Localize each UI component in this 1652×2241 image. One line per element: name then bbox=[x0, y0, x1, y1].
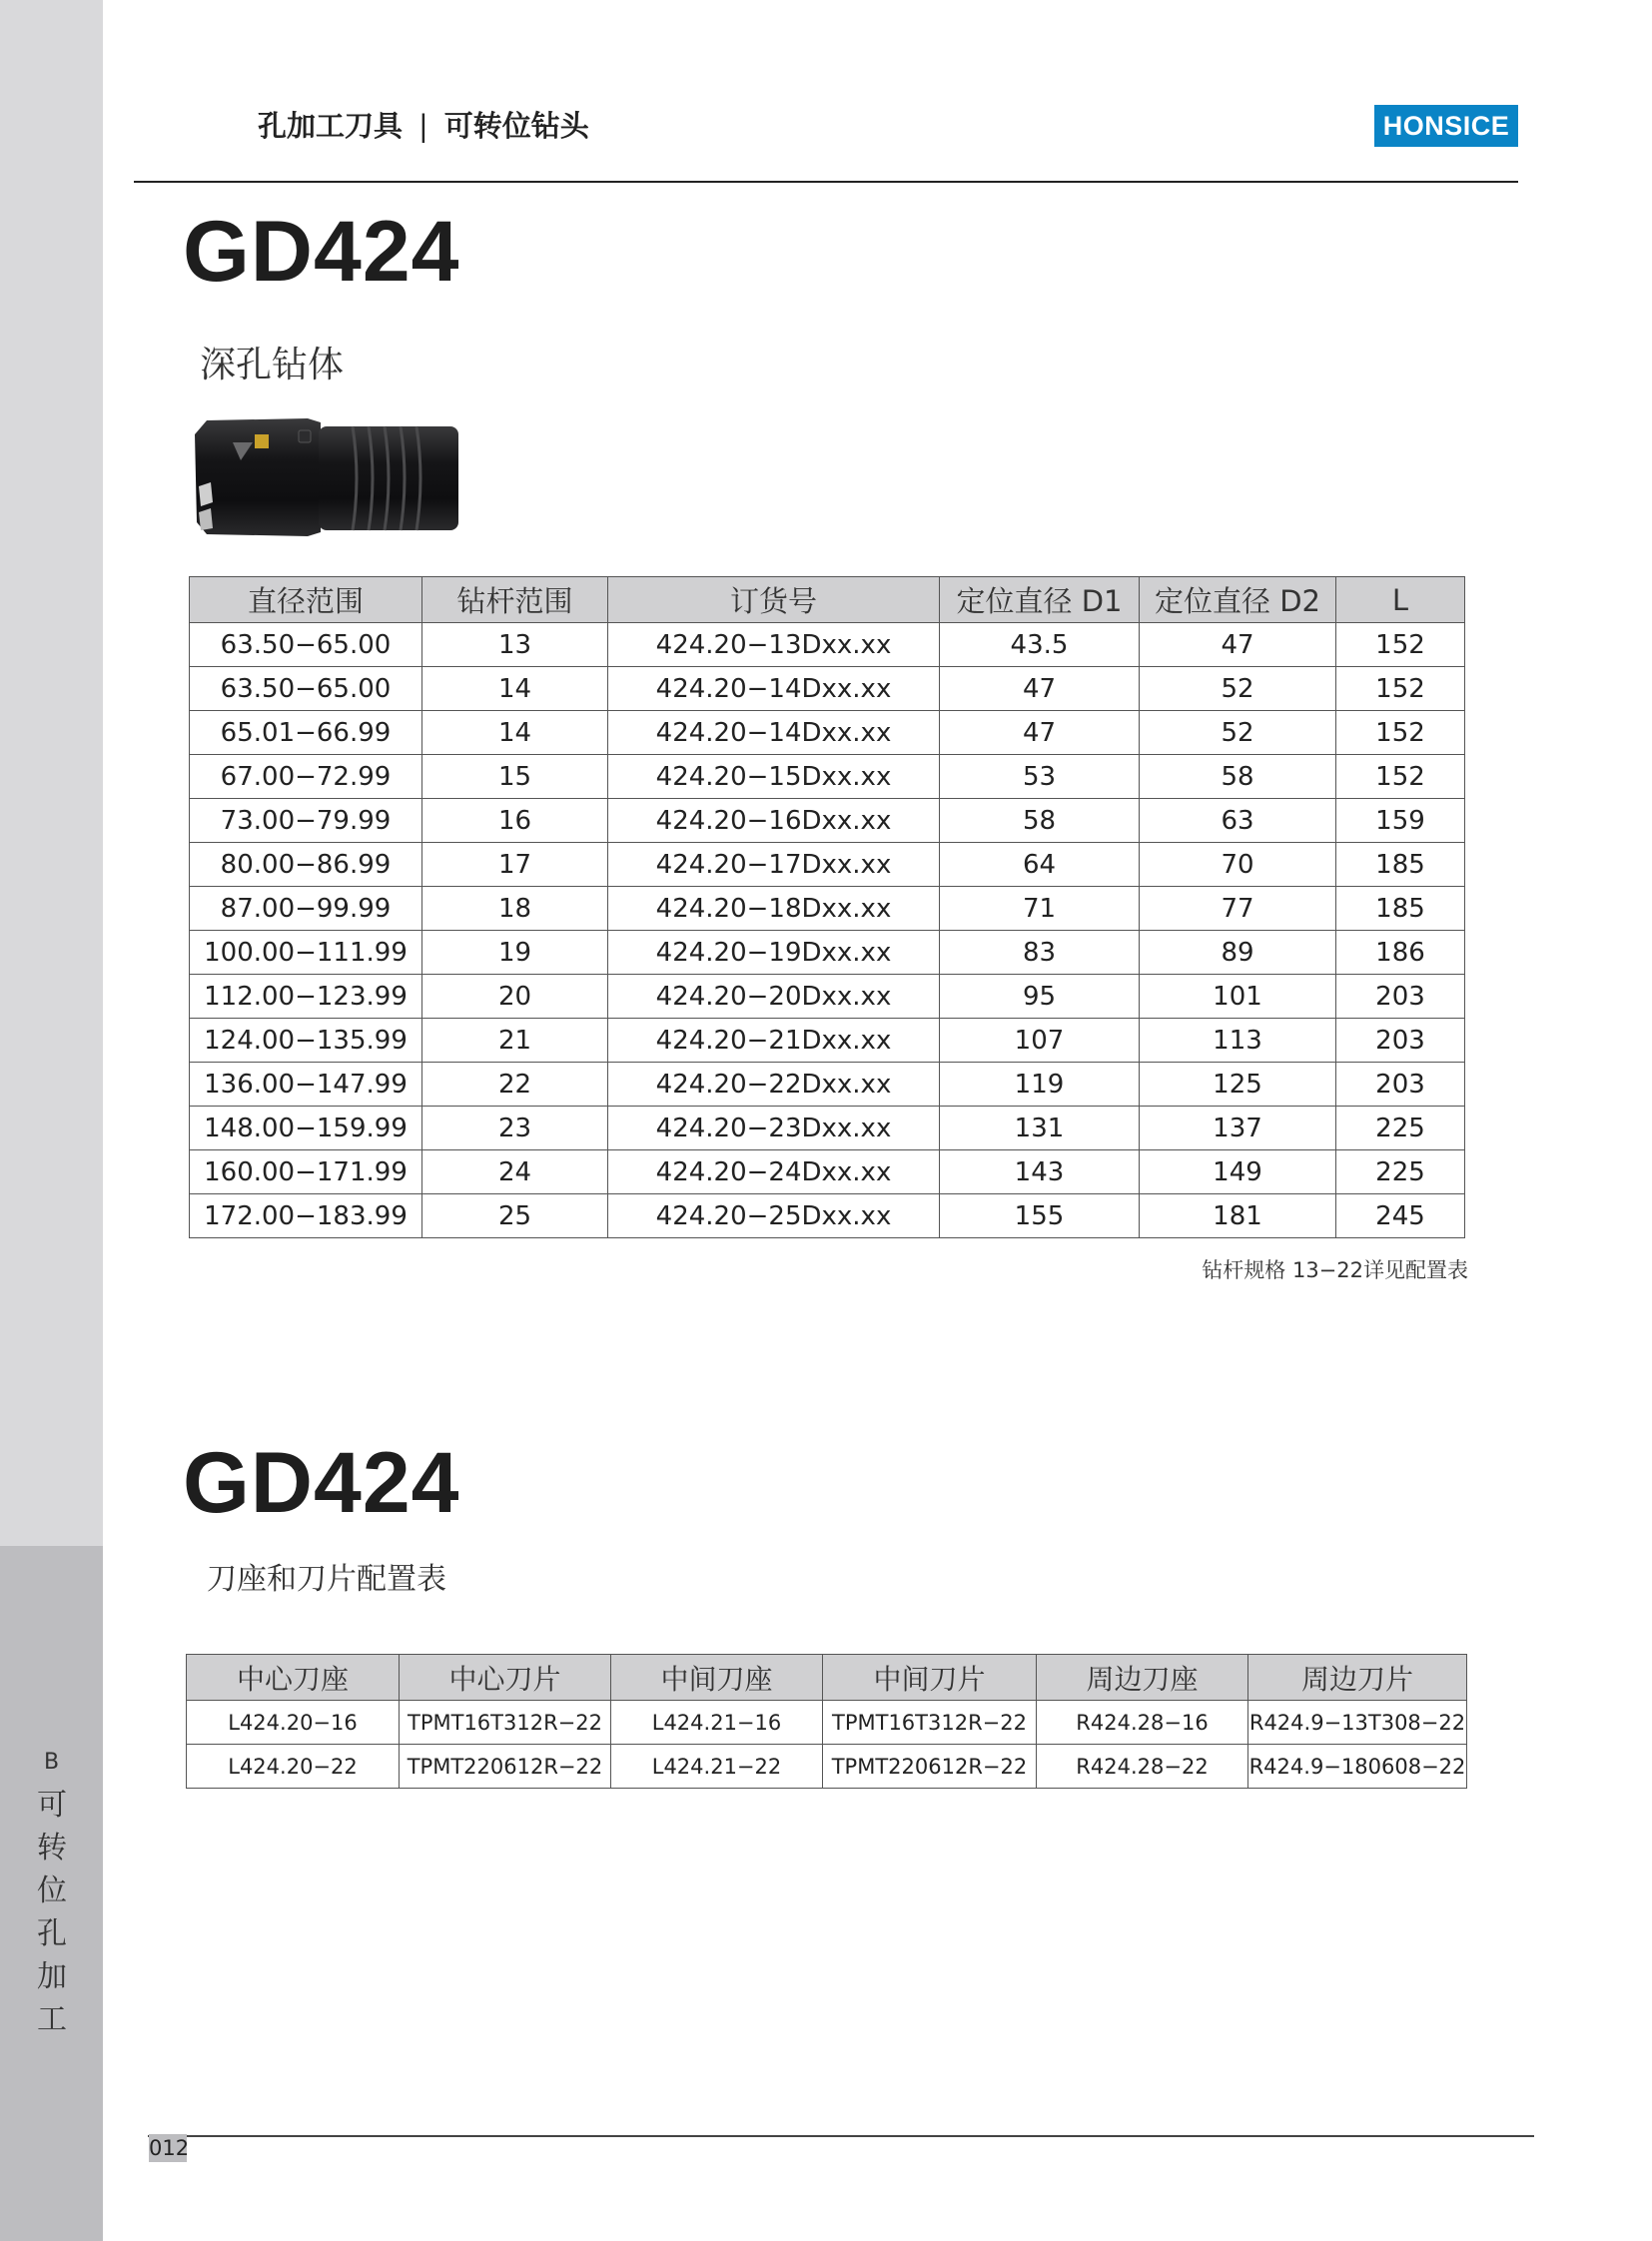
column-header: 周边刀座 bbox=[1037, 1655, 1248, 1701]
table-cell: 113 bbox=[1140, 1019, 1336, 1063]
column-header: L bbox=[1336, 577, 1465, 623]
table-row bbox=[190, 711, 1465, 755]
table-cell: 112.00−123.99 bbox=[190, 975, 422, 1019]
header-title bbox=[258, 104, 589, 145]
table-cell: 159 bbox=[1336, 799, 1465, 843]
table-cell: 101 bbox=[1140, 975, 1336, 1019]
header-subcategory: 可转位钻头 bbox=[443, 109, 589, 143]
table-cell: 424.20−15Dxx.xx bbox=[608, 755, 940, 799]
table-cell: 17 bbox=[422, 843, 608, 887]
table-cell: 80.00−86.99 bbox=[190, 843, 422, 887]
table-cell: 203 bbox=[1336, 975, 1465, 1019]
table-cell: 77 bbox=[1140, 887, 1336, 931]
table-cell: 225 bbox=[1336, 1107, 1465, 1150]
sidebar-char: 位 bbox=[37, 1873, 67, 1908]
table-cell: 152 bbox=[1336, 667, 1465, 711]
table-cell: 25 bbox=[422, 1194, 608, 1238]
column-header: 直径范围 bbox=[190, 577, 422, 623]
table-row bbox=[190, 1194, 1465, 1238]
table-row bbox=[190, 1107, 1465, 1150]
drill-body-spec-table bbox=[189, 576, 1465, 1238]
table-cell: 131 bbox=[940, 1107, 1140, 1150]
sidebar-char: 转 bbox=[37, 1831, 67, 1866]
table-cell: R424.28−16 bbox=[1037, 1701, 1248, 1745]
table-cell: 87.00−99.99 bbox=[190, 887, 422, 931]
sidebar-char: 加 bbox=[37, 1959, 67, 1994]
table-cell: 424.20−19Dxx.xx bbox=[608, 931, 940, 975]
table-cell: 424.20−20Dxx.xx bbox=[608, 975, 940, 1019]
table-cell: 83 bbox=[940, 931, 1140, 975]
table-cell: 63.50−65.00 bbox=[190, 623, 422, 667]
table-cell: 185 bbox=[1336, 887, 1465, 931]
table-row bbox=[190, 975, 1465, 1019]
header-separator: | bbox=[418, 109, 428, 143]
table-cell: 155 bbox=[940, 1194, 1140, 1238]
column-header: 定位直径 D1 bbox=[940, 577, 1140, 623]
table-cell: TPMT220612R−22 bbox=[400, 1745, 611, 1789]
table-cell: L424.20−22 bbox=[187, 1745, 400, 1789]
footer-divider bbox=[148, 2135, 1534, 2137]
table-cell: 18 bbox=[422, 887, 608, 931]
table-cell: 63.50−65.00 bbox=[190, 667, 422, 711]
table-cell: 424.20−22Dxx.xx bbox=[608, 1063, 940, 1107]
table-cell: 100.00−111.99 bbox=[190, 931, 422, 975]
table-cell: TPMT16T312R−22 bbox=[400, 1701, 611, 1745]
header-divider bbox=[134, 181, 1518, 183]
table-row bbox=[190, 1019, 1465, 1063]
table-row bbox=[190, 623, 1465, 667]
table-row bbox=[190, 667, 1465, 711]
column-header: 中间刀座 bbox=[611, 1655, 823, 1701]
table-cell: 181 bbox=[1140, 1194, 1336, 1238]
column-header: 钻杆范围 bbox=[422, 577, 608, 623]
table-cell: 24 bbox=[422, 1150, 608, 1194]
table-cell: 70 bbox=[1140, 843, 1336, 887]
table-row bbox=[190, 799, 1465, 843]
table-cell: 245 bbox=[1336, 1194, 1465, 1238]
table-cell: 424.20−17Dxx.xx bbox=[608, 843, 940, 887]
table-cell: 172.00−183.99 bbox=[190, 1194, 422, 1238]
table-cell: 23 bbox=[422, 1107, 608, 1150]
table-cell: 424.20−21Dxx.xx bbox=[608, 1019, 940, 1063]
column-header: 中心刀座 bbox=[187, 1655, 400, 1701]
table-cell: 65.01−66.99 bbox=[190, 711, 422, 755]
table-cell: 185 bbox=[1336, 843, 1465, 887]
brand-logo: HONSICE bbox=[1374, 105, 1518, 147]
table-cell: 424.20−14Dxx.xx bbox=[608, 711, 940, 755]
table-cell: 43.5 bbox=[940, 623, 1140, 667]
column-header: 中间刀片 bbox=[823, 1655, 1037, 1701]
table-cell: 58 bbox=[1140, 755, 1336, 799]
table-cell: 95 bbox=[940, 975, 1140, 1019]
table-cell: 22 bbox=[422, 1063, 608, 1107]
product-model-title: GD424 bbox=[183, 1435, 460, 1531]
table-header-row bbox=[190, 577, 1465, 623]
table-row bbox=[187, 1701, 1467, 1745]
page-number: 012 bbox=[149, 2136, 190, 2160]
config-table-subtitle: 刀座和刀片配置表 bbox=[207, 1562, 446, 1597]
table-cell: R424.28−22 bbox=[1037, 1745, 1248, 1789]
table-cell: 89 bbox=[1140, 931, 1336, 975]
drill-body-image bbox=[193, 412, 467, 542]
table-cell: 67.00−72.99 bbox=[190, 755, 422, 799]
table-cell: 71 bbox=[940, 887, 1140, 931]
table-cell: 424.20−23Dxx.xx bbox=[608, 1107, 940, 1150]
table-cell: R424.9−13T308−22 bbox=[1248, 1701, 1467, 1745]
table-cell: 21 bbox=[422, 1019, 608, 1063]
table-cell: 225 bbox=[1336, 1150, 1465, 1194]
table-row bbox=[190, 843, 1465, 887]
product-subtitle: 深孔钻体 bbox=[200, 345, 345, 385]
table-cell: 14 bbox=[422, 667, 608, 711]
table-cell: 424.20−13Dxx.xx bbox=[608, 623, 940, 667]
table-cell: 52 bbox=[1140, 667, 1336, 711]
table-cell: 119 bbox=[940, 1063, 1140, 1107]
table-cell: 47 bbox=[940, 711, 1140, 755]
table-cell: 73.00−79.99 bbox=[190, 799, 422, 843]
sidebar-section-letter: B bbox=[43, 1750, 60, 1775]
table-cell: TPMT220612R−22 bbox=[823, 1745, 1037, 1789]
table-cell: 160.00−171.99 bbox=[190, 1150, 422, 1194]
table-cell: 15 bbox=[422, 755, 608, 799]
table-cell: 424.20−16Dxx.xx bbox=[608, 799, 940, 843]
table-header-row bbox=[187, 1655, 1467, 1701]
table-cell: 143 bbox=[940, 1150, 1140, 1194]
sidebar-band-light bbox=[0, 0, 103, 1546]
column-header: 订货号 bbox=[608, 577, 940, 623]
table-cell: 52 bbox=[1140, 711, 1336, 755]
table-cell: L424.21−22 bbox=[611, 1745, 823, 1789]
sidebar-char: 可 bbox=[37, 1788, 67, 1823]
table-cell: 152 bbox=[1336, 755, 1465, 799]
sidebar-char: 工 bbox=[37, 2002, 67, 2037]
table-cell: 53 bbox=[940, 755, 1140, 799]
table-row bbox=[190, 755, 1465, 799]
table-cell: 424.20−24Dxx.xx bbox=[608, 1150, 940, 1194]
product-model-title: GD424 bbox=[183, 204, 460, 300]
table-cell: L424.20−16 bbox=[187, 1701, 400, 1745]
table-cell: 186 bbox=[1336, 931, 1465, 975]
table-row bbox=[187, 1745, 1467, 1789]
table-row bbox=[190, 1063, 1465, 1107]
table-cell: 152 bbox=[1336, 711, 1465, 755]
table-row bbox=[190, 1150, 1465, 1194]
table-cell: 13 bbox=[422, 623, 608, 667]
table-cell: R424.9−180608−22 bbox=[1248, 1745, 1467, 1789]
table-cell: 203 bbox=[1336, 1019, 1465, 1063]
table-cell: 107 bbox=[940, 1019, 1140, 1063]
column-header: 周边刀片 bbox=[1248, 1655, 1467, 1701]
table-row bbox=[190, 931, 1465, 975]
table-cell: 47 bbox=[940, 667, 1140, 711]
table-cell: 424.20−14Dxx.xx bbox=[608, 667, 940, 711]
table-cell: 64 bbox=[940, 843, 1140, 887]
table-cell: 47 bbox=[1140, 623, 1336, 667]
table-cell: 14 bbox=[422, 711, 608, 755]
table-cell: 424.20−25Dxx.xx bbox=[608, 1194, 940, 1238]
table-cell: 124.00−135.99 bbox=[190, 1019, 422, 1063]
table-cell: 424.20−18Dxx.xx bbox=[608, 887, 940, 931]
table-cell: 125 bbox=[1140, 1063, 1336, 1107]
header-category: 孔加工刀具 bbox=[258, 109, 404, 143]
sidebar-char: 孔 bbox=[37, 1916, 67, 1951]
table-cell: 63 bbox=[1140, 799, 1336, 843]
table-cell: 19 bbox=[422, 931, 608, 975]
table-cell: 149 bbox=[1140, 1150, 1336, 1194]
table-cell: L424.21−16 bbox=[611, 1701, 823, 1745]
table-cell: 20 bbox=[422, 975, 608, 1019]
table-cell: 136.00−147.99 bbox=[190, 1063, 422, 1107]
table-cell: TPMT16T312R−22 bbox=[823, 1701, 1037, 1745]
table-row bbox=[190, 887, 1465, 931]
table-cell: 137 bbox=[1140, 1107, 1336, 1150]
column-header: 中心刀片 bbox=[400, 1655, 611, 1701]
sidebar-vertical-label bbox=[30, 1784, 74, 2041]
table-cell: 152 bbox=[1336, 623, 1465, 667]
table-cell: 58 bbox=[940, 799, 1140, 843]
table-cell: 16 bbox=[422, 799, 608, 843]
table-footnote: 钻杆规格 13−22详见配置表 bbox=[1202, 1258, 1468, 1282]
column-header: 定位直径 D2 bbox=[1140, 577, 1336, 623]
holder-insert-config-table bbox=[186, 1654, 1467, 1789]
table-cell: 148.00−159.99 bbox=[190, 1107, 422, 1150]
table-cell: 203 bbox=[1336, 1063, 1465, 1107]
